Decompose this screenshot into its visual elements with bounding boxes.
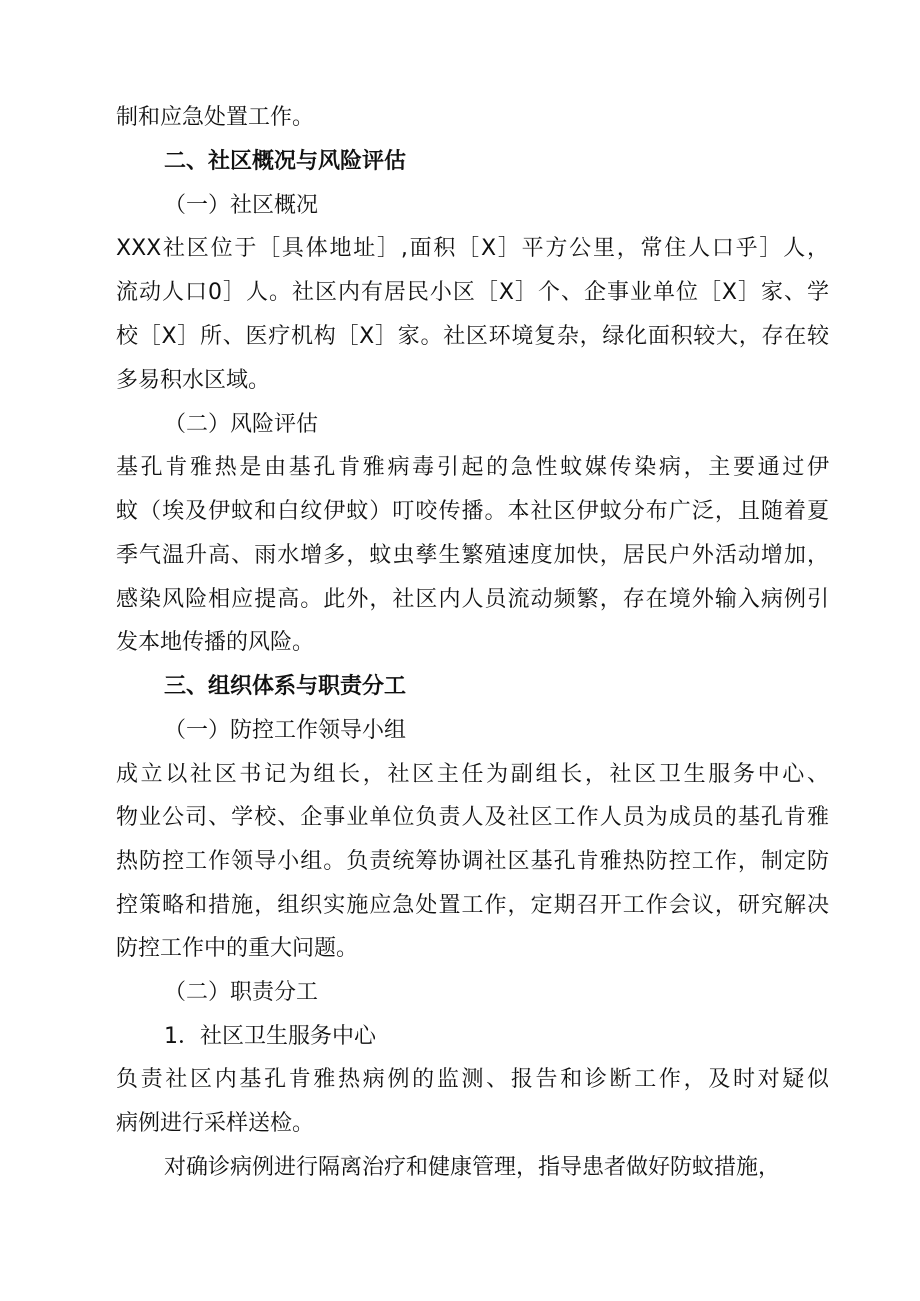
paragraph-line: 多易积水区域。 <box>116 368 271 393</box>
subsection-heading: （一）防控工作领导小组 <box>164 718 407 743</box>
paragraph-line: 流动人口0］人。社区内有居民小区［X］个、企事业单位［X］家、学 <box>116 280 829 305</box>
section-heading: 三、组织体系与职责分工 <box>164 674 407 699</box>
paragraph-line: 成立以社区书记为组长，社区主任为副组长，社区卫生服务中心、 <box>116 762 829 787</box>
paragraph-line: XXX社区位于［具体地址］,面积［X］平方公里，常住人口乎］人， <box>116 236 829 261</box>
paragraph-line: 病例进行采样送检。 <box>116 1111 315 1136</box>
paragraph-line: 校［X］所、医疗机构［X］家。社区环境复杂，绿化面积较大，存在较 <box>116 324 829 349</box>
paragraph-line: 基孔肯雅热是由基孔肯雅病毒引起的急性蚊媒传染病，主要通过伊 <box>116 455 829 480</box>
paragraph-line: 对确诊病例进行隔离治疗和健康管理，指导患者做好防蚊措施， <box>164 1155 781 1180</box>
subsection-heading: （一）社区概况 <box>164 193 319 218</box>
subsection-heading: （二）职责分工 <box>164 980 319 1005</box>
subsection-heading: （二）风险评估 <box>164 412 319 437</box>
paragraph-line: 制和应急处置工作。 <box>116 105 315 130</box>
paragraph-line: 防控工作中的重大问题。 <box>116 936 359 961</box>
paragraph-line: 热防控工作领导小组。负责统筹协调社区基孔肯雅热防控工作，制定防 <box>116 849 829 874</box>
section-heading: 二、社区概况与风险评估 <box>164 149 407 174</box>
list-item-heading: 1．社区卫生服务中心 <box>164 1024 376 1049</box>
paragraph-line: 发本地传播的风险。 <box>116 630 315 655</box>
paragraph-line: 季气温升高、雨水增多，蚊虫孳生繁殖速度加快，居民户外活动增加， <box>116 543 829 568</box>
paragraph-line: 感染风险相应提高。此外，社区内人员流动频繁，存在境外输入病例引 <box>116 587 829 612</box>
paragraph-line: 蚊（埃及伊蚊和白纹伊蚊）叮咬传播。本社区伊蚊分布广泛，且随着夏 <box>116 499 829 524</box>
paragraph-line: 物业公司、学校、企事业单位负责人及社区工作人员为成员的基孔肯雅 <box>116 805 829 830</box>
paragraph-line: 控策略和措施，组织实施应急处置工作，定期召开工作会议，研究解决 <box>116 893 829 918</box>
paragraph-line: 负责社区内基孔肯雅热病例的监测、报告和诊断工作，及时对疑似 <box>116 1067 829 1092</box>
